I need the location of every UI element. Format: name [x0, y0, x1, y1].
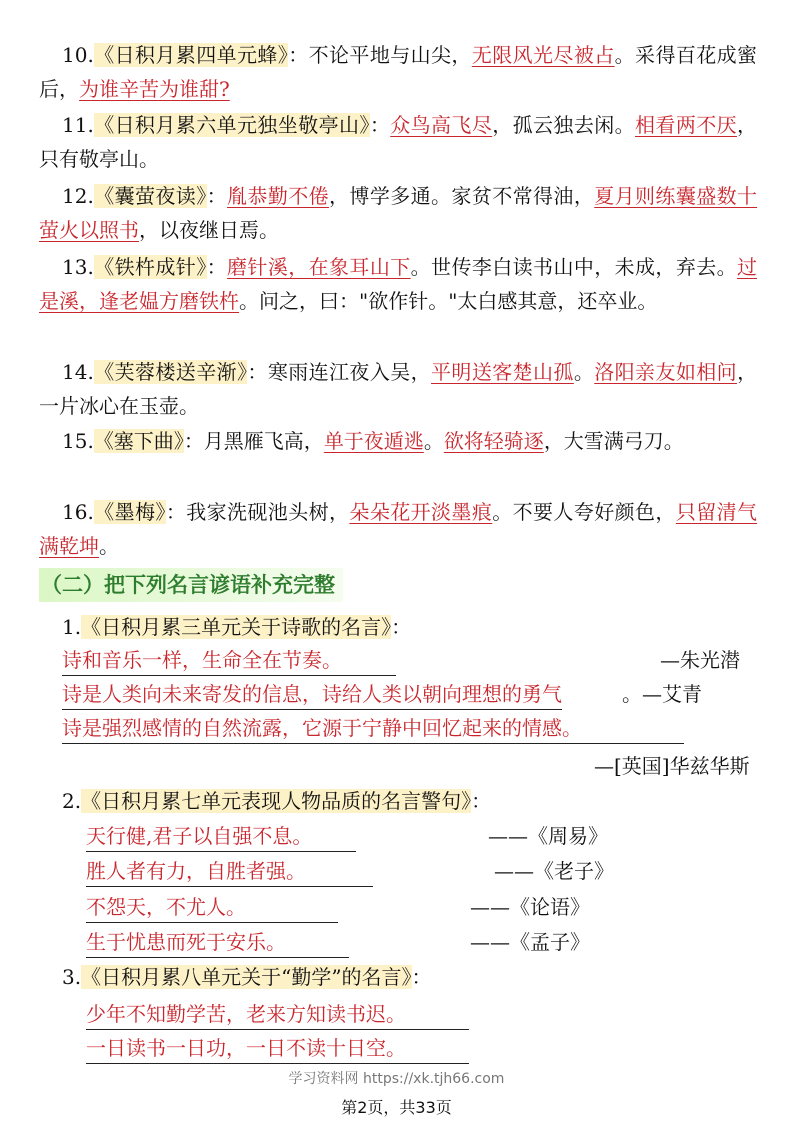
item-title: 《囊萤夜读》 [93, 184, 207, 208]
quote-text: 少年不知勤学苦，老来方知读书迟。 [86, 999, 469, 1030]
answer-text: 夏月则练囊盛数十萤火以照书 [39, 184, 758, 242]
quote-author: —[英国]华兹华斯 [594, 754, 750, 778]
quote-line [86, 997, 469, 1031]
prompt-text: ： [206, 255, 228, 279]
answer-text: 胤恭勤不倦 [227, 184, 330, 208]
quote-text: 诗和音乐一样，生命全在节奏。 [62, 645, 396, 676]
prompt-text: ：寒雨连江夜入吴， [247, 360, 432, 384]
question-title: 《日积月累三单元关于诗歌的名言》 [81, 615, 392, 639]
prompt-text: ，以夜继日焉。 [139, 218, 279, 242]
answer-text: 众鸟高飞尽 [390, 113, 493, 137]
item-number: 13. [62, 255, 94, 279]
question-colon: ： [391, 615, 412, 639]
question-title: 《日积月累七单元表现人物品质的名言警句》 [81, 789, 472, 813]
quote-text: 一日读书一日功，一日不读十日空。 [86, 1033, 469, 1064]
question-3-heading [62, 960, 432, 994]
item-title: 《日积月累六单元独坐敬亭山》 [93, 113, 370, 137]
quote-line [62, 643, 396, 677]
item-title: 《铁杵成针》 [93, 255, 207, 279]
prompt-text: ：不论平地与山尖， [288, 43, 472, 67]
prompt-text: ，博学多通。家贫不常得油， [329, 184, 595, 208]
quote-line [86, 1031, 469, 1065]
prompt-text: ： [369, 113, 391, 137]
poem-item-16 [39, 495, 757, 563]
question-colon: ： [471, 789, 492, 813]
footer-site-url: 学习资料网 https://xk.tjh66.com [288, 1071, 505, 1087]
answer-text: 为谁辛苦为谁甜? [79, 77, 230, 101]
answer-text: 单于夜遁逃 [323, 429, 424, 453]
page-number: 第2页，共33页 [341, 1098, 452, 1117]
item-number: 11. [62, 113, 94, 137]
answer-text: 相看两不厌 [635, 113, 738, 137]
quote-line [62, 677, 562, 711]
question-number: 1. [62, 615, 82, 639]
item-title: 《芙蓉楼送辛渐》 [93, 360, 248, 384]
answer-text: 欲将轻骑逐 [443, 429, 544, 453]
section-title: （二）把下列名言谚语补充完整 [39, 568, 343, 602]
question-number: 3. [62, 965, 82, 989]
question-number: 2. [62, 789, 82, 813]
question-colon: ： [411, 965, 432, 989]
item-title: 《墨梅》 [93, 500, 166, 524]
prompt-text: ，只有敬亭山。 [39, 113, 758, 171]
prompt-text: 。 [99, 534, 119, 558]
quote-author: —朱光潜 [660, 648, 740, 672]
prompt-text: ，大雪满弓刀。 [543, 429, 684, 453]
quote-line [86, 819, 356, 853]
answer-text: 平明送客楚山孤 [431, 360, 574, 384]
item-number: 15. [62, 429, 94, 453]
quote-line [86, 925, 349, 959]
item-number: 14. [62, 360, 94, 384]
answer-text: 磨针溪，在象耳山下 [227, 255, 411, 279]
answer-text: 洛阳亲友如相问 [594, 360, 738, 384]
item-text [184, 429, 684, 453]
prompt-text: ，孤云独去闲。 [492, 113, 636, 137]
quote-author: ——《孟子》 [470, 930, 590, 954]
answer-text: 过是溪，逢老媪方磨铁杵 [39, 255, 758, 313]
prompt-text: 。 [573, 360, 595, 384]
poem-item-15 [39, 424, 757, 458]
prompt-text: 。 [423, 429, 444, 453]
quote-line [86, 890, 338, 924]
quote-text: 诗是人类向未来寄发的信息，诗给人类以朝向理想的勇气 [62, 679, 562, 710]
item-number: 12. [62, 184, 94, 208]
poem-item-14 [39, 355, 757, 423]
poem-item-10 [39, 38, 757, 106]
prompt-text: 。世传李白读书山中，未成，弃去。 [410, 255, 738, 279]
quote-author: ——《老子》 [494, 859, 614, 883]
quote-author: ——《论语》 [470, 895, 590, 919]
question-1-heading [62, 610, 411, 644]
question-title: 《日积月累八单元关于“勤学”的名言》 [81, 965, 412, 989]
poem-item-11 [39, 108, 757, 176]
prompt-text: 。不要人夸好颜色， [492, 500, 676, 524]
prompt-text: ，一片冰心在玉壶。 [39, 360, 758, 418]
item-number: 10. [62, 43, 94, 67]
poem-item-12 [39, 179, 757, 247]
prompt-text: ：月黑雁飞高， [183, 429, 324, 453]
quote-text: 胜人者有力，自胜者强。 [86, 856, 373, 887]
quote-text: 生于忧患而死于安乐。 [86, 927, 349, 958]
item-title: 《日积月累四单元蜂》 [93, 43, 289, 67]
poem-item-13 [39, 250, 757, 318]
quote-text: 不怨天，不尤人。 [86, 892, 338, 923]
answer-text: 朵朵花开淡墨痕 [349, 500, 493, 524]
quote-text: 诗是强烈感情的自然流露，它源于宁静中回忆起来的情感。 [62, 713, 684, 744]
quote-line [86, 854, 373, 888]
prompt-text: 。采得百花成蜜后， [39, 43, 758, 101]
prompt-text: ：我家洗砚池头树， [165, 500, 350, 524]
answer-text: 只留清气满乾坤 [39, 500, 758, 558]
item-title: 《塞下曲》 [93, 429, 184, 453]
quote-author: 。—艾青 [622, 682, 702, 706]
quote-line [62, 711, 684, 745]
quote-author: ——《周易》 [488, 824, 608, 848]
question-2-heading [62, 784, 491, 818]
prompt-text: 。问之，曰："欲作针。"太白感其意，还卒业。 [239, 289, 658, 313]
quote-text: 天行健,君子以自强不息。 [86, 821, 356, 852]
item-number: 16. [62, 500, 94, 524]
prompt-text: ： [206, 184, 228, 208]
answer-text: 无限风光尽被占 [471, 43, 615, 67]
